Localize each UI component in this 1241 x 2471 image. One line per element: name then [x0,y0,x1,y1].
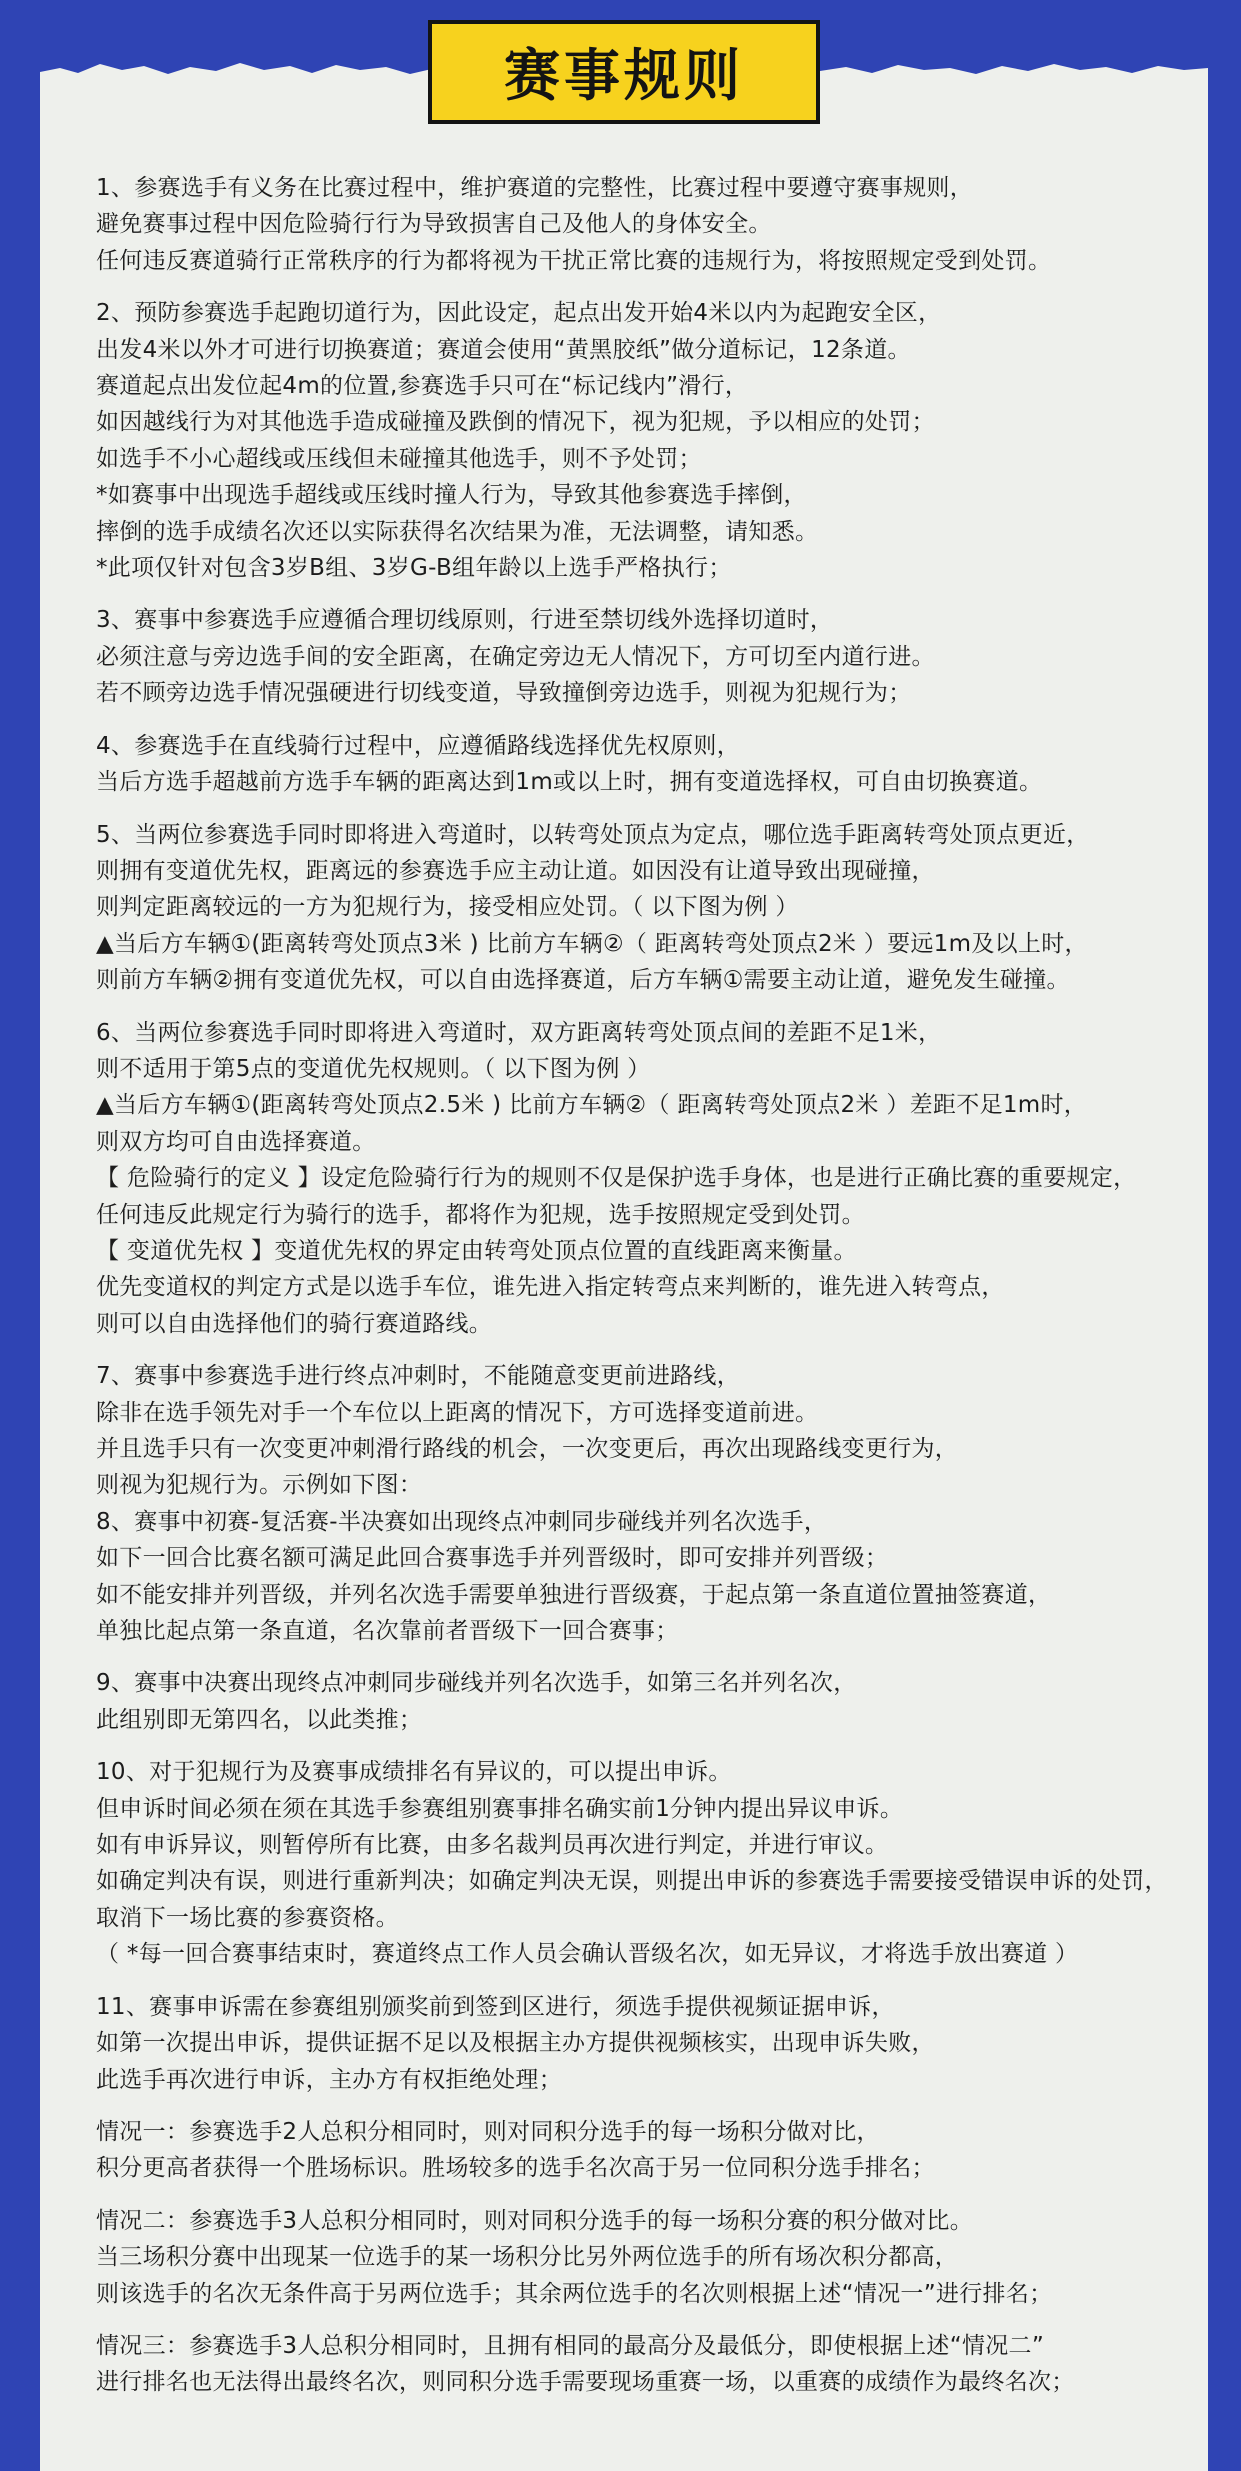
rule-line: 则判定距离较远的一方为犯规行为，接受相应处罚。（ 以下图为例 ） [96,894,799,921]
rule-line: 3、赛事中参赛选手应遵循合理切线原则，行进至禁切线外选择切道时， [96,607,834,634]
rule-line: 优先变道权的判定方式是以选手车位，谁先进入指定转弯点来判断的，谁先进入转弯点， [96,1274,1005,1301]
rule-paragraph [96,295,1206,586]
rule-line: 11、赛事申诉需在参赛组别颁奖前到签到区进行，须选手提供视频证据申诉， [96,1993,895,2020]
rule-line: 此组别即无第四名，以此类推； [96,1706,423,1733]
rule-line: 如不能安排并列晋级，并列名次选手需要单独进行晋级赛，于起点第一条直道位置抽签赛道， [96,1581,1052,1608]
rule-line: *此项仅针对包含3岁B组、3岁G-B组年龄以上选手严格执行； [96,555,732,582]
rule-line: 任何违反此规定行为骑行的选手，都将作为犯规，选手按照规定受到处罚。 [96,1201,865,1228]
rule-paragraph [96,1358,1206,1649]
rule-paragraph [96,1754,1206,1972]
rule-paragraph [96,1665,1206,1738]
rule-line: 则该选手的名次无条件高于另两位选手；其余两位选手的名次则根据上述“情况一”进行排名； [96,2280,1053,2307]
rule-line: 除非在选手领先对手一个车位以上距离的情况下，方可选择变道前进。 [96,1399,819,1426]
rule-line: 【 变道优先权 】变道优先权的界定由转弯处顶点位置的直线距离来衡量。 [96,1237,857,1264]
rule-line: 10、对于犯规行为及赛事成绩排名有异议的，可以提出申诉。 [96,1759,732,1786]
rule-line: 2、预防参赛选手起跑切道行为，因此设定，起点出发开始4米以内为起跑安全区， [96,300,942,327]
rule-paragraph [96,2114,1206,2187]
rule-paragraph [96,817,1206,999]
title-banner [428,20,820,124]
rule-line: 情况一：参赛选手2人总积分相同时，则对同积分选手的每一场积分做对比， [96,2118,880,2145]
rule-line: 9、赛事中决赛出现终点冲刺同步碰线并列名次选手，如第三名并列名次， [96,1670,857,1697]
rule-line: ▲当后方车辆①(距离转弯处顶点3米 ) 比前方车辆②（ 距离转弯处顶点2米 ）要远1m及以上时， [96,930,1088,957]
rule-paragraph [96,1989,1206,2098]
rule-line: 则双方均可自由选择赛道。 [96,1128,376,1155]
rule-line: *如赛事中出现选手超线或压线时撞人行为，导致其他参赛选手摔倒， [96,482,807,509]
rule-paragraph [96,602,1206,711]
rule-paragraph [96,2203,1206,2312]
rule-line: 必须注意与旁边选手间的安全距离，在确定旁边无人情况下，方可切至内道行进。 [96,643,935,670]
rule-line: 如确定判决有误，则进行重新判决；如确定判决无误，则提出申诉的参赛选手需要接受错误申诉的处罚， [96,1868,1168,1895]
rule-line: 8、赛事中初赛-复活赛-半决赛如出现终点冲刺同步碰线并列名次选手， [96,1508,828,1535]
rule-line: 则不适用于第5点的变道优先权规则。（ 以下图为例 ） [96,1055,651,1082]
rule-line: 当三场积分赛中出现某一位选手的某一场积分比另外两位选手的所有场次积分都高， [96,2244,959,2271]
rule-paragraph [96,1015,1206,1343]
rule-line: 并且选手只有一次变更冲刺滑行路线的机会，一次变更后，再次出现路线变更行为， [96,1436,959,1462]
rule-line: 进行排名也无法得出最终名次，则同积分选手需要现场重赛一场，以重赛的成绩作为最终名次； [96,2369,1075,2396]
rule-line: 单独比起点第一条直道，名次靠前者晋级下一回合赛事； [96,1618,679,1645]
rule-line: （ *每一回合赛事结束时，赛道终点工作人员会确认晋级名次，如无异议，才将选手放出赛道 ） [96,1941,1079,1968]
rule-line: 但申诉时间必须在须在其选手参赛组别赛事排名确实前1分钟内提出异议申诉。 [96,1795,904,1822]
rule-line: 如选手不小心超线或压线但未碰撞其他选手，则不予处罚； [96,445,702,472]
rule-line: 6、当两位参赛选手同时即将进入弯道时，双方距离转弯处顶点间的差距不足1米， [96,1019,942,1046]
rule-line: 取消下一场比赛的参赛资格。 [96,1904,399,1931]
rule-line: 则可以自由选择他们的骑行赛道路线。 [96,1310,493,1337]
rule-line: 当后方选手超越前方选手车辆的距离达到1m或以上时，拥有变道选择权，可自由切换赛道。 [96,769,1043,796]
rule-line: 【 危险骑行的定义 】设定危险骑行行为的规则不仅是保护选手身体，也是进行正确比赛的重要规定， [96,1165,1137,1192]
rule-line: 此选手再次进行申诉，主办方有权拒绝处理； [96,2066,562,2093]
rule-line: 赛道起点出发位起4m的位置,参赛选手只可在“标记线内”滑行， [96,373,749,400]
rule-paragraph [96,728,1206,801]
rule-line: 若不顾旁边选手情况强硬进行切线变道，导致撞倒旁边选手，则视为犯规行为； [96,680,912,707]
rule-line: 4、参赛选手在直线骑行过程中，应遵循路线选择优先权原则， [96,732,741,759]
rule-line: 出发4米以外才可进行切换赛道；赛道会使用“黄黑胶纸”做分道标记，12条道。 [96,336,911,363]
rule-line: 如因越线行为对其他选手造成碰撞及跌倒的情况下，视为犯规，予以相应的处罚； [96,409,935,436]
rule-line: 情况二：参赛选手3人总积分相同时，则对同积分选手的每一场积分赛的积分做对比。 [96,2207,974,2234]
rule-line: 积分更高者获得一个胜场标识。胜场较多的选手名次高于另一位同积分选手排名； [96,2155,935,2182]
rule-line: 如下一回合比赛名额可满足此回合赛事选手并列晋级时，即可安排并列晋级； [96,1545,889,1572]
rule-paragraph [96,2328,1206,2401]
rule-line: 则拥有变道优先权，距离远的参赛选手应主动让道。如因没有让道导致出现碰撞， [96,857,935,884]
rule-paragraph [96,170,1206,279]
rule-line: 摔倒的选手成绩名次还以实际获得名次结果为准，无法调整，请知悉。 [96,518,819,545]
rules-content [96,170,1206,2417]
page-title: 赛事规则 [504,44,744,109]
rule-line: 7、赛事中参赛选手进行终点冲刺时，不能随意变更前进路线， [96,1363,741,1390]
rule-line: 如第一次提出申诉，提供证据不足以及根据主办方提供视频核实，出现申诉失败， [96,2030,935,2057]
rule-line: 则视为犯规行为。示例如下图： [96,1472,423,1499]
rule-line: 如有申诉异议，则暂停所有比赛，由多名裁判员再次进行判定，并进行审议。 [96,1832,889,1859]
rule-line: 任何违反赛道骑行正常秩序的行为都将视为干扰正常比赛的违规行为，将按照规定受到处罚。 [96,247,1052,274]
rule-line: 避免赛事过程中因危险骑行行为导致损害自己及他人的身体安全。 [96,211,772,238]
rule-line: 5、当两位参赛选手同时即将进入弯道时，以转弯处顶点为定点，哪位选手距离转弯处顶点更近， [96,821,1090,848]
rule-line: 则前方车辆②拥有变道优先权，可以自由选择赛道，后方车辆①需要主动让道，避免发生碰撞。 [96,967,1070,994]
rule-line: ▲当后方车辆①(距离转弯处顶点2.5米 ) 比前方车辆②（ 距离转弯处顶点2米 ）差距不足1m时， [96,1092,1088,1119]
rule-line: 情况三：参赛选手3人总积分相同时，且拥有相同的最高分及最低分，即使根据上述“情况二” [96,2332,1045,2359]
rule-line: 1、参赛选手有义务在比赛过程中，维护赛道的完整性，比赛过程中要遵守赛事规则， [96,175,974,201]
